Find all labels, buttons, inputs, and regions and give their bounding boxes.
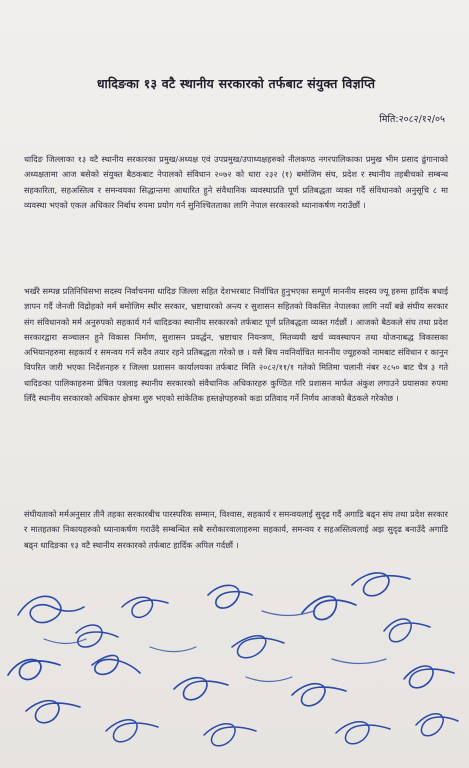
signature-11 — [26, 701, 80, 723]
signature-14 — [204, 724, 256, 746]
signature-block — [0, 555, 469, 768]
signature-10 — [384, 619, 430, 642]
signature-16 — [336, 722, 390, 744]
paragraph-2: भर्खरै सम्पन्न प्रतिनिधिसभा सदस्य निर्वाचनमा धादिङ जिल्ला सहित देशभरबाट निर्वाचित हुनुभएका सम्पूर्ण माननीय सदस्य ज्यू हरुमा हार्दिक बधाई ज्ञापन गर्दै जेनजी विद्रोहको मर्म बमोजिम स्थीर सरकार, भ्रष्टाचारको अन्त्य र सुशासन सहितको विकसित नेपालका लागि नयाँ बन्ने संघीय सरकार संग संविधानको मर्म अनुरुपको सहकार्य गर्न धादिङका स्थानीय सरकारको तर्फबाट पूर्ण प्रतिबद्धता व्यक्त गर्दछौं । आजको बैठकले संघ तथा प्रदेश सरकारद्वारा सञ्चालन हुने विकास निर्माण, सुशासन प्रवर्द्धन, भ्रष्टाचार नियन्त्रण, मितव्ययी खर्च व्यवस्थापन तथा योजनाबद्ध विकासका अभियानहरुमा सहकार्य र समन्वय गर्न सदैव तयार रहने प्रतिबद्धता गरेको छ । यसै बिच नवनिर्वाचित माननीय ज्यूहरुको नामबाट संविधान र कानुन विपरित जारी भएका निर्देशनहरु र जिल्ला प्रशासन कार्यालयका तर्फबाट मिति २०८२/११/१ गतेको मितिमा चलानी नंबर २८५० बाट चैत्र ३ गते धादिङका पालिकाहरुमा प्रेषित पत्रलाइ स्थानीय सरकारको संवैधानिक अधिकारहरु कुण्ठित गरि प्रशासन मार्फत अंकुश लगाउने प्रयासका रुपमा लिँदै स्थानीय सरकारको अधिकार क्षेत्रमा शुरु भएको सांकेतिक हस्तक्षेपहरुको कडा प्रतिवाद गर्ने निर्णय आजको बैठकले गरेकोछ । — [24, 286, 448, 404]
signature-8 — [302, 596, 356, 619]
signature-3 — [76, 625, 118, 647]
signature-flourish-5 — [246, 677, 292, 682]
signature-5 — [122, 597, 168, 617]
signature-flourish-2 — [150, 647, 196, 652]
signature-6 — [208, 585, 252, 608]
signature-flourish-4 — [332, 659, 386, 664]
signature-flourish-1 — [44, 639, 86, 644]
document-date: मिति:२०८२/१२/०५ — [379, 114, 445, 125]
signature-15 — [292, 684, 346, 706]
signature-2 — [8, 660, 60, 680]
paragraph-1: धादिङ जिल्लाका १३ वटै स्थानीय सरकारका प्रमुख/अध्यक्ष एवं उपप्रमुख/उपाध्यक्षहरुको नीलकण्ठ नगरपालिकाका प्रमुख भीम प्रसाद ढुंगानाको अध्यक्षतामा आज बसेको संयुक्त बैठकबाट नेपालको संविधान २०७२ को धारा २३२ (१) बमोजिम संघ, प्रदेश र स्थानीय तहबीचको सम्बन्ध सहकारिता, सहअस्तित्व र समन्वयका सिद्धान्तमा आधारित हुने संवैधानिक व्यवस्थाप्रति पूर्ण प्रतिबद्धता व्यक्त गर्दै संविधानको अनुसूचि ८ मा व्यवस्था भएको एकल अधिकार निर्बाध रुपमा प्रयोग गर्न सुनिश्चितताका लागि नेपाल सरकारको ध्यानाकर्षण गराउँछौं । — [24, 154, 448, 210]
signature-18 — [416, 714, 458, 736]
signature-13 — [174, 678, 228, 700]
signatures-svg — [0, 555, 469, 768]
signature-1 — [18, 596, 84, 622]
signature-7 — [232, 636, 284, 658]
signature-17 — [404, 666, 454, 688]
document-title: धादिङका १३ वटै स्थानीय सरकारको तर्फबाट संयुक्त विज्ञप्ति — [96, 76, 376, 91]
signature-12 — [106, 720, 158, 742]
signature-flourish-3 — [262, 611, 314, 616]
signature-4 — [92, 655, 140, 674]
paragraph-3: संघीयताको मर्मअनुसार तीनै तहका सरकारबीच पारस्परिक सम्मान, विश्वास, सहकार्य र समन्वयलाई सुदृढ गर्दै अगाडि बढ्न संघ तथा प्रदेश सरकार र मातहतका निकायहरुको ध्यानाकर्षण गराउँदै सम्बन्धित सबै सरोकारवालाहरुमा सहकार्य, समन्वय र सहअस्तित्वलाई अझ सुदृढ बनाउँदै अगाडि बढ्न धादिङका १३ वटै स्थानीय सरकारको तर्फबाट हार्दिक अपिल गर्दछौं । — [24, 509, 448, 550]
signature-9 — [352, 573, 410, 596]
